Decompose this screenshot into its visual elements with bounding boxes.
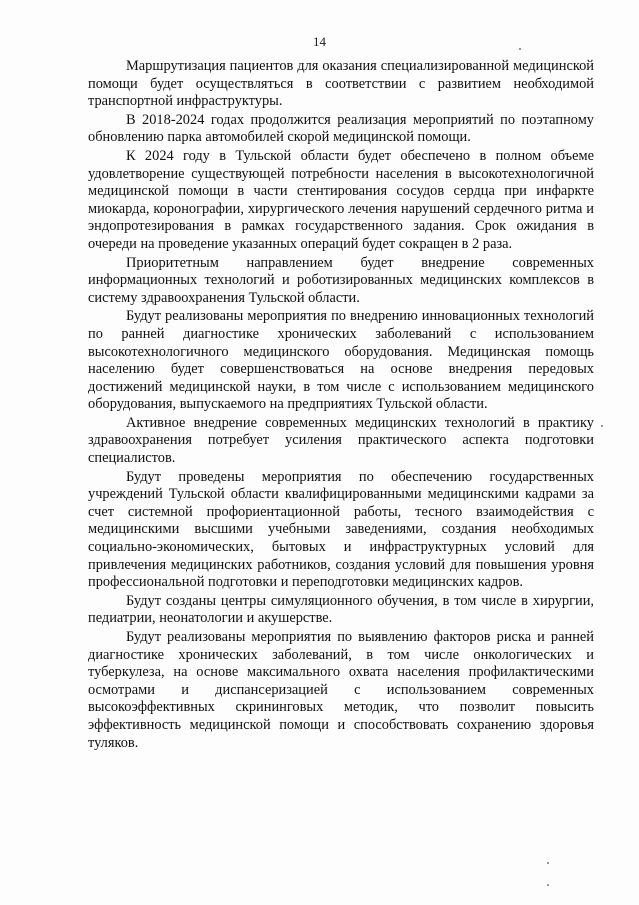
page-number: 14 bbox=[313, 34, 326, 49]
paragraph-simulation-centers: Будут созданы центры симуляционного обучения, в том числе в хирургии, педиатрии, неонатологии и акушерстве. bbox=[88, 592, 594, 627]
paragraph-it-robotics: Приоритетным направлением будет внедрение современных информационных технологий и роботизированных медицинских комплексов в систему здравоохранения Тульской области. bbox=[88, 254, 594, 306]
paragraph-specialist-training: Активное внедрение современных медицинских технологий в практику здравоохранения потребует усиления практического аспекта подготовки специалистов. bbox=[88, 414, 594, 467]
paragraph-routing: Маршрутизация пациентов для оказания специализированной медицинской помощи будет осуществляться в соответствии с развитием необходимой транспортной инфраструктуры. bbox=[88, 58, 594, 110]
paragraph-medical-staffing: Будут проведены мероприятия по обеспечению государственных учреждений Тульской области квалифицированными медицинскими кадрами за счет системной профориентационной работы, тесного взаимодействия с медицинскими высшими учебными заведениями, создания необходимых социально-экономических, бытовых и инфраструктурных условий для привлечения медицинских работников, создания условий для повышения уровня профессиональной подготовки и переподготовки медицинских кадров. bbox=[88, 468, 594, 591]
scan-speck bbox=[547, 884, 549, 886]
scan-speck bbox=[601, 425, 603, 427]
scan-speck bbox=[547, 862, 549, 864]
paragraph-risk-factors: Будут реализованы мероприятия по выявлению факторов риска и ранней диагностике хронических заболеваний, в том числе онкологических и туберкулеза, на основе максимального охвата населения профилактическими осмотрами и диспансеризацией с использованием современных высокоэффективных скрининговых методик, что позволит повысить эффективность медицинской помощи и способствовать сохранению здоровья туляков. bbox=[88, 629, 594, 751]
paragraph-high-tech-care: К 2024 году в Тульской области будет обеспечено в полном объеме удовлетворение существующей потребности населения в высокотехнологичной медицинской помощи в части стентирования сосудов сердца при инфаркте миокарда, коронографии, хирургического лечения нарушений сердечного ритма и эндопротезирования в рамках государственного задания. Срок ожидания в очереди на проведение указанных операций будет сокращен в 2 раза. bbox=[88, 147, 594, 252]
paragraph-ambulance-fleet: В 2018-2024 годах продолжится реализация мероприятий по поэтапному обновлению парка автомобилей скорой медицинской помощи. bbox=[88, 111, 594, 146]
document-body bbox=[88, 58, 594, 753]
scan-speck bbox=[519, 48, 521, 50]
paragraph-innovative-diagnostics: Будут реализованы мероприятия по внедрению инновационных технологий по ранней диагностике хронических заболеваний с использованием высокотехнологичного медицинского оборудования. Медицинская помощь населению будет совершенствоваться на основе внедрения передовых достижений медицинской науки, в том числе с использованием медицинского оборудования, выпускаемого на предприятиях Тульской области. bbox=[88, 308, 594, 413]
